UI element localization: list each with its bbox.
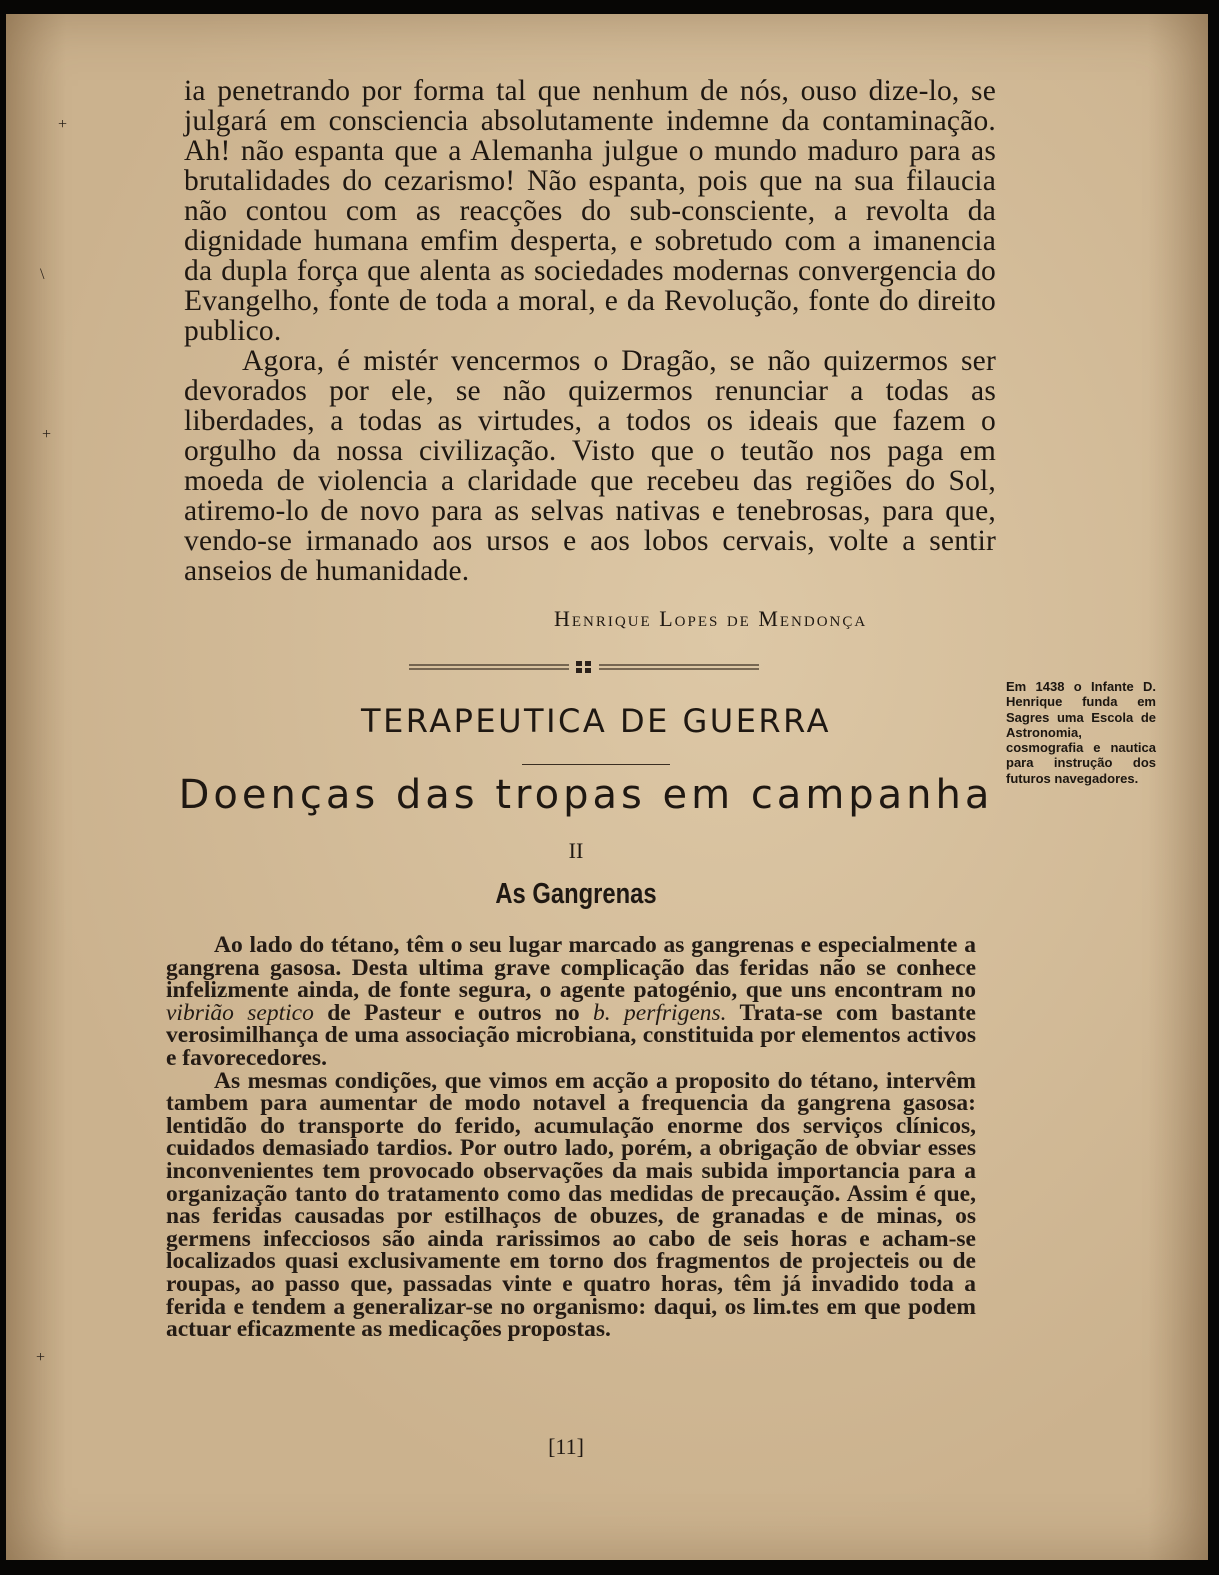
- part-number: II: [568, 838, 584, 863]
- article-continuation: [184, 76, 996, 586]
- author-signature: Henrique Lopes de Mendonça: [554, 606, 868, 631]
- article-body: [166, 934, 976, 1341]
- binding-mark: +: [36, 1349, 46, 1366]
- book-page: [6, 14, 1208, 1560]
- paragraph: As mesmas condições, que vimos em acção a proposito do tétano, intervêm tambem para aumentar de modo notavel a frequencia da gangrena gasosa: lentidão do transporte do ferido, acumulação enorme dos serviços clínicos, cuidados demasiado tardios. Por outro lado, porém, a obrigação de obviar esses inconvenientes tem provocado observações da mais subida importancia para a organização tanto do tratamento como das medidas de precaução. Assim é que, nas feridas causadas por estilhaços de obuzes, de granadas e de minas, os germens infecciosos são ainda rarissimos ao cabo de seis horas e acham-se localizados quasi exclusivamente em torno dos fragmentos de projecteis ou de roupas, ao passo que, passadas vinte e quatro horas, têm já invadido toda a ferida e tendem a generalizar-se no organismo: daqui, os lim.tes em que podem actuar eficazmente as medicações propostas.: [166, 1067, 976, 1343]
- page-number: [11]: [548, 1434, 584, 1459]
- text-run: Trata-se com bastante verosimilhança de uma associação microbiana, constituida por elementos activos e favorecedores.: [166, 999, 976, 1071]
- title-rule: [522, 764, 670, 765]
- paragraph: Agora, é mistér vencermos o Dragão, se não quizermos ser devorados por ele, se não quizermos renunciar a todas as liberdades, a todas as virtudes, a todos os ideais que fazem o orgulho da nossa civilização. Visto que o teutão nos paga em moeda de violencia a claridade que recebeu das regiões do Sol, atiremo-lo de novo para as selvas nativas e tenebrosas, para que, vendo-se irmanado aos ursos e aos lobos cervais, volte a sentir anseios de humanidade.: [184, 345, 996, 587]
- text-run: de Pasteur e outros no: [313, 999, 594, 1026]
- italic-term: b. perfrigens.: [593, 999, 727, 1026]
- binding-mark: \: [40, 266, 45, 283]
- paragraph: [166, 934, 976, 1070]
- paragraph: ia penetrando por forma tal que nenhum de nós, ouso dize-lo, se julgará em consciencia absolutamente indemne da contaminação. Ah! não espanta que a Alemanha julgue o mundo maduro para as brutalidades do cezarismo! Não espanta, pois que na sua filaucia não contou com as reacções do sub-consciente, a revolta da dignidade humana emfim desperta, e sobretudo com a imanencia da dupla força que alenta as sociedades modernas convergencia do Evangelho, fonte de toda a moral, e da Revolução, fonte do direito publico.: [184, 75, 996, 347]
- binding-mark: +: [58, 116, 68, 133]
- italic-term: vibrião septico: [166, 999, 314, 1026]
- section-heading: As Gangrenas: [495, 878, 657, 910]
- text-run: Ao lado do tétano, têm o seu lugar marcado as gangrenas e especialmente a gangrena gasosa. Desta ultima grave complicação das feridas não se conhece infelizmente ainda, de fonte segura, o agente patogénio, que uns encontram no: [166, 932, 976, 1004]
- margin-note: Em 1438 o Infante D. Henrique funda em Sagres uma Escola de Astronomia, cosmografia e nautica para instrução dos futuros navegadores.: [1006, 679, 1156, 786]
- section-subtitle: Doenças das tropas em campanha: [178, 772, 994, 818]
- divider-ornament: [409, 659, 759, 675]
- binding-mark: +: [42, 426, 52, 443]
- section-title: TERAPEUTICA DE GUERRA: [361, 702, 831, 740]
